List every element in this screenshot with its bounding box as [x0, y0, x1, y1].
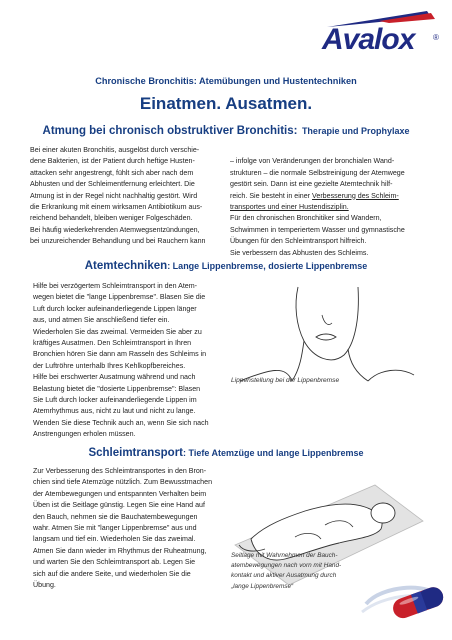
text-line: dene Bakterien, ist der Patient durch heftige Husten-	[30, 157, 195, 166]
text-line: chien sind tiefe Atemzüge nützlich. Zum Bewusstmachen	[33, 478, 213, 487]
text-line: Atmen Sie dann wieder im Rhythmus der Ruheatmung,	[33, 546, 207, 555]
text-line: Zur Verbesserung des Schleimtransportes in den Bron-	[33, 467, 207, 475]
text-line: bei unzureichender Behandlung und bei Rauchern kann	[30, 237, 206, 246]
brand-logo: Avalox	[322, 23, 415, 56]
text-line: Atemrhythmus aus, nicht zu laut und nicht zu lange.	[33, 407, 196, 416]
text-line: sich auf die andere Seite, und wiederholen Sie die	[33, 569, 191, 578]
text-line: Belastung bietet die "dosierte Lippenbremse": Blasen	[33, 384, 201, 393]
text-line: Bei häufig wiederkehrenden Atemwegsentzündungen,	[30, 225, 200, 234]
text-line: und warten Sie den Schleimtransport ab. Legen Sie	[33, 558, 196, 567]
text-line: Bei einer akuten Bronchitis, ausgelöst durch verschie-	[30, 146, 200, 154]
section-1-left-column	[30, 145, 206, 248]
text-line: Bronchien hören Sie dann am Rasseln des Schleims in	[33, 350, 207, 359]
section-1-right-column: – infolge von Veränderungen der bronchialen Wand- strukturen – die normale Selbstreinigung der Atemwege gestört sein. Dann ist eine gezielte Atemtechnik hilf- reich. Sie besteht in einer Verbesserung des Schleim- transportes und einer Hustendisziplin. Für den chronischen Bronchitiker sind Wandern, Schwimmen in temperiertem Wasser und gymnastische Übungen für den Schleimtransport hilfreich. Sie verbessern das Abhusten des Schleims.	[230, 157, 405, 257]
text-line: Wenden Sie diese Technik auch an, wenn Sie sich nach	[33, 418, 209, 427]
figure-1-caption: Lippenstellung bei der Lippenbremse	[231, 377, 340, 384]
text-line: wegen bietet die "lange Lippenbremse". Blasen Sie die	[33, 293, 206, 302]
text-line: Wiederholen Sie das zweimal. Vermeiden Sie aber zu	[33, 327, 202, 336]
section-3-title: Schleimtransport	[88, 447, 184, 459]
section-1-title: Atmung bei chronisch obstruktiver Bronchitis:	[42, 125, 298, 137]
brand-registered-mark: ®	[433, 33, 439, 42]
text-line: Üben ist die Seitlage günstig. Legen Sie eine Hand auf	[33, 501, 205, 510]
text-line: Abhusten und der Schleimentfernung erleichtert. Die	[30, 180, 195, 189]
text-line: langsam und tief ein. Wiederholen Sie das zweimal.	[33, 535, 196, 544]
text-line: wahr. Atmen Sie mit "langer Lippenbremse" aus und	[33, 524, 197, 533]
section-2-title: Atemtechniken	[84, 260, 168, 272]
pill-capsule-icon	[358, 560, 448, 620]
text-line: Anstrengungen erholen müssen.	[33, 430, 136, 439]
text-line: der Luftröhre unterhalb Ihres Kehlkopfbereiches.	[33, 361, 186, 370]
text-line: kräftiges Ausatmen. Den Schleimtransport in Ihren	[33, 339, 192, 348]
section-3-subtitle: : Tiefe Atemzüge und lange Lippenbremse	[183, 448, 364, 458]
underlined-phrase: transportes und einer Hustendisziplin.	[230, 203, 349, 212]
text-line: Sie Luft durch locker aufeinanderliegende Lippen im	[33, 396, 197, 405]
text-line: Hilfe bei verzögertem Schleimtransport in den Atem-	[33, 282, 198, 290]
text-line: Atmung ist in der Regel nicht nachhaltig gestört. Wird	[30, 191, 198, 200]
section-2-text	[33, 281, 209, 441]
section-1-heading	[0, 121, 452, 139]
topic-line: Chronische Bronchitis: Atemübungen und Hustentechniken	[95, 76, 357, 86]
page-title: Einatmen. Ausatmen.	[139, 94, 313, 113]
text-line: den Bauch, nehmen sie die Bauchatembewegungen	[33, 512, 198, 521]
text-line: aus, und atmen Sie anschließend tiefer ein.	[33, 316, 170, 325]
text-line: reichend behandelt, bleiben weniger Folgeschäden.	[30, 214, 193, 223]
underlined-phrase: Verbesserung des Schleim-	[312, 191, 399, 200]
section-3-text	[33, 466, 212, 591]
text-line: Übung.	[33, 581, 56, 590]
section-2-subtitle: : Lange Lippenbremse, dosierte Lippenbremse	[167, 261, 368, 271]
text-line: Hilfe bei erschwerter Ausatmung während und nach	[33, 373, 196, 382]
text-line: der Atembewegungen und entspannten Verhalten beim	[33, 489, 207, 498]
lip-brake-face-illustration	[230, 285, 416, 387]
section-1-subtitle: Therapie und Prophylaxe	[301, 126, 410, 136]
text-line: attacken sehr angestrengt, fühlt sich aber nach dem	[30, 168, 194, 177]
text-line: Luft durch locker aufeinanderliegende Lippen länger	[33, 304, 197, 313]
figure-2-caption: Seitlage mit Wahrnehmen der Bauch- atembewegungen nach vorn mit Hand- kontakt und aktiver Ausatmung durch „lange Lippenbremse“	[231, 552, 342, 590]
section-3-heading	[0, 443, 452, 461]
section-2-heading	[0, 256, 452, 274]
text-line: die Erkrankung mit einem wirksamen Antibiotikum aus-	[30, 203, 203, 212]
